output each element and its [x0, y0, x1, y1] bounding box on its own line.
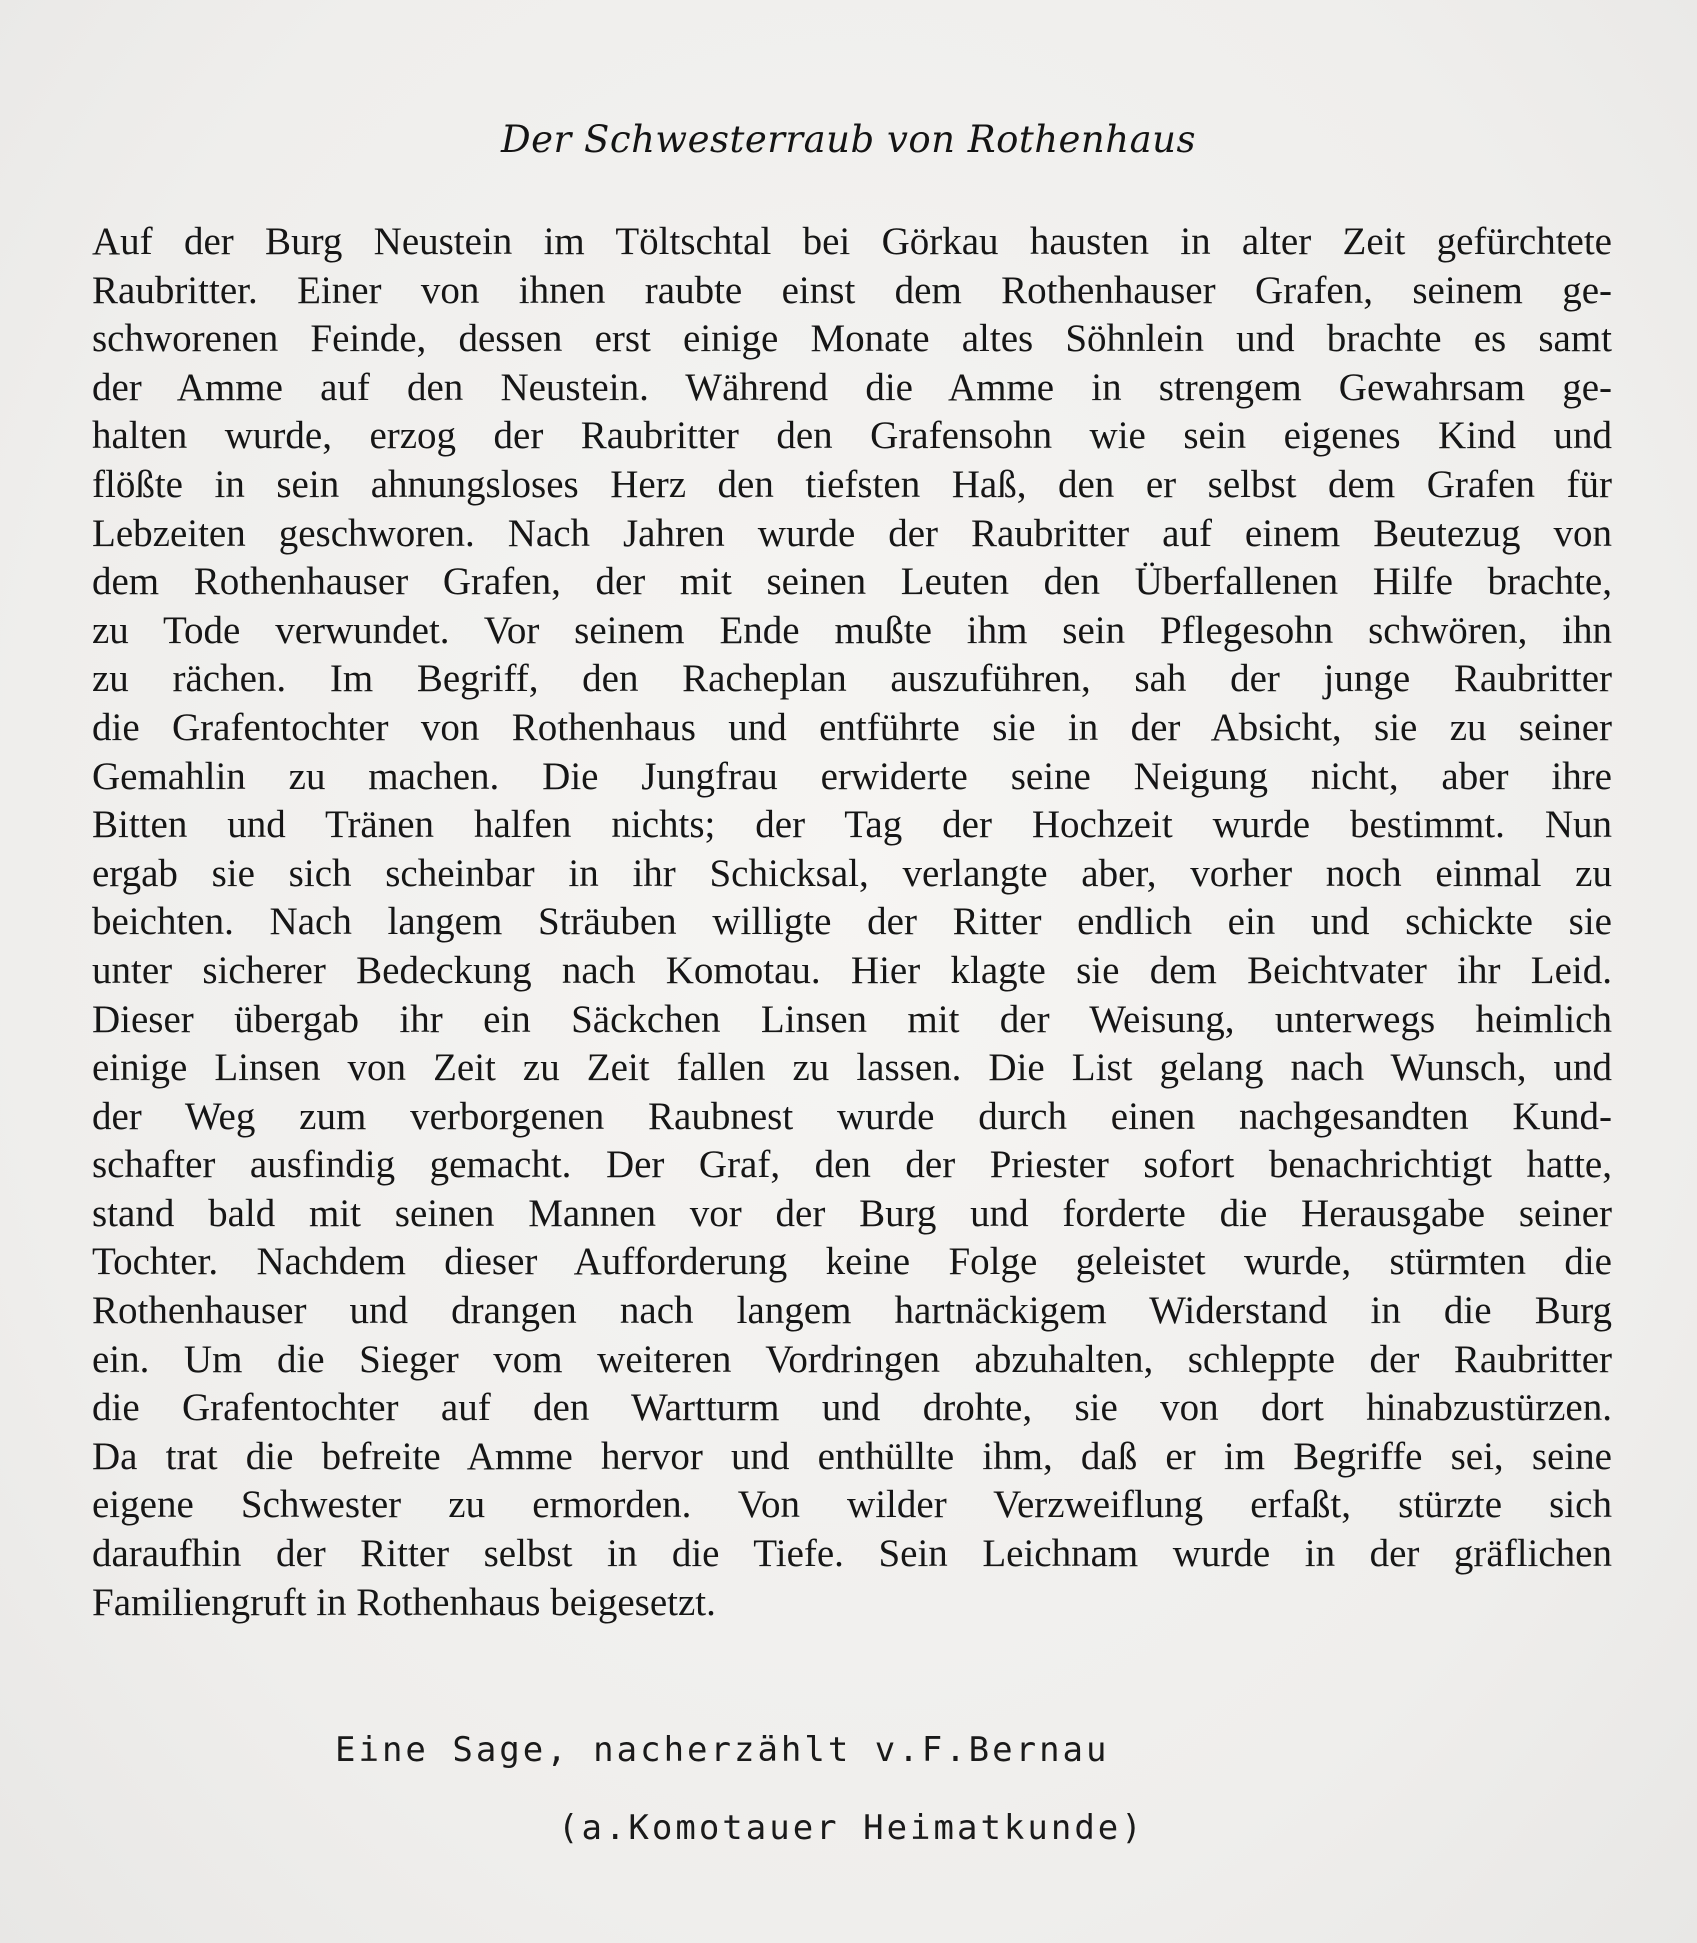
- text-line-last: Familiengruft in Rothenhaus beigesetzt.: [92, 1580, 716, 1624]
- text-line: der Weg zum verborgenen Raubnest wurde durch einen nachgesandten Kund-: [92, 1094, 1612, 1138]
- text-line: dem Rothenhauser Grafen, der mit seinen Leuten den Überfallenen Hilfe brachte,: [92, 560, 1612, 604]
- page-title: Der Schwesterraub von Rothenhaus: [501, 118, 1196, 161]
- text-line: beichten. Nach langem Sträuben willigte der Ritter endlich ein und schickte sie: [92, 900, 1612, 944]
- attribution-source: (a.Komotauer Heimatkunde): [558, 1808, 1145, 1848]
- text-line: die Grafentochter von Rothenhaus und entführte sie in der Absicht, sie zu seiner: [92, 705, 1612, 749]
- attribution-author: Eine Sage, nacherzählt v.F.Bernau: [335, 1730, 1110, 1770]
- text-line: eigene Schwester zu ermorden. Von wilder Verzweiflung erfaßt, stürzte sich: [92, 1483, 1612, 1527]
- text-line: flößte in sein ahnungsloses Herz den tiefsten Haß, den er selbst dem Grafen für: [92, 462, 1612, 506]
- text-line: Dieser übergab ihr ein Säckchen Linsen mit der Weisung, unterwegs heimlich: [92, 997, 1612, 1041]
- text-line: die Grafentochter auf den Wartturm und drohte, sie von dort hinabzustürzen.: [92, 1386, 1612, 1430]
- text-line: daraufhin der Ritter selbst in die Tiefe. Sein Leichnam wurde in der gräflichen: [92, 1532, 1612, 1576]
- text-line: der Amme auf den Neustein. Während die Amme in strengem Gewahrsam ge-: [92, 365, 1612, 409]
- text-line: einige Linsen von Zeit zu Zeit fallen zu lassen. Die List gelang nach Wunsch, und: [92, 1046, 1612, 1090]
- text-line: Tochter. Nachdem dieser Aufforderung keine Folge geleistet wurde, stürmten die: [92, 1240, 1612, 1284]
- text-line: unter sicherer Bedeckung nach Komotau. Hier klagte sie dem Beichtvater ihr Leid.: [92, 948, 1612, 992]
- story-text: [92, 218, 1612, 1627]
- text-line: schafter ausfindig gemacht. Der Graf, den der Priester sofort benachrichtigt hatte,: [92, 1143, 1612, 1187]
- text-line: halten wurde, erzog der Raubritter den Grafensohn wie sein eigenes Kind und: [92, 414, 1612, 458]
- text-line: ein. Um die Sieger vom weiteren Vordringen abzuhalten, schleppte der Raubritter: [92, 1337, 1612, 1381]
- text-line: stand bald mit seinen Mannen vor der Burg und forderte die Herausgabe seiner: [92, 1191, 1612, 1235]
- text-line: zu rächen. Im Begriff, den Racheplan auszuführen, sah der junge Raubritter: [92, 657, 1612, 701]
- text-line: Auf der Burg Neustein im Töltschtal bei Görkau hausten in alter Zeit gefürchtete: [92, 220, 1612, 263]
- text-line: Gemahlin zu machen. Die Jungfrau erwiderte seine Neigung nicht, aber ihre: [92, 754, 1612, 798]
- text-line: Lebzeiten geschworen. Nach Jahren wurde der Raubritter auf einem Beutezug von: [92, 511, 1612, 555]
- text-line: Raubritter. Einer von ihnen raubte einst dem Rothenhauser Grafen, seinem ge-: [92, 268, 1612, 312]
- text-line: schworenen Feinde, dessen erst einige Monate altes Söhnlein und brachte es samt: [92, 317, 1612, 361]
- text-line: zu Tode verwundet. Vor seinem Ende mußte ihm sein Pflegesohn schwören, ihn: [92, 608, 1612, 652]
- text-line: ergab sie sich scheinbar in ihr Schicksal, verlangte aber, vorher noch einmal zu: [92, 851, 1612, 895]
- text-line: Da trat die befreite Amme hervor und enthüllte ihm, daß er im Begriffe sei, seine: [92, 1434, 1612, 1478]
- text-line: Bitten und Tränen halfen nichts; der Tag der Hochzeit wurde bestimmt. Nun: [92, 803, 1612, 847]
- text-line: Rothenhauser und drangen nach langem hartnäckigem Widerstand in die Burg: [92, 1289, 1612, 1333]
